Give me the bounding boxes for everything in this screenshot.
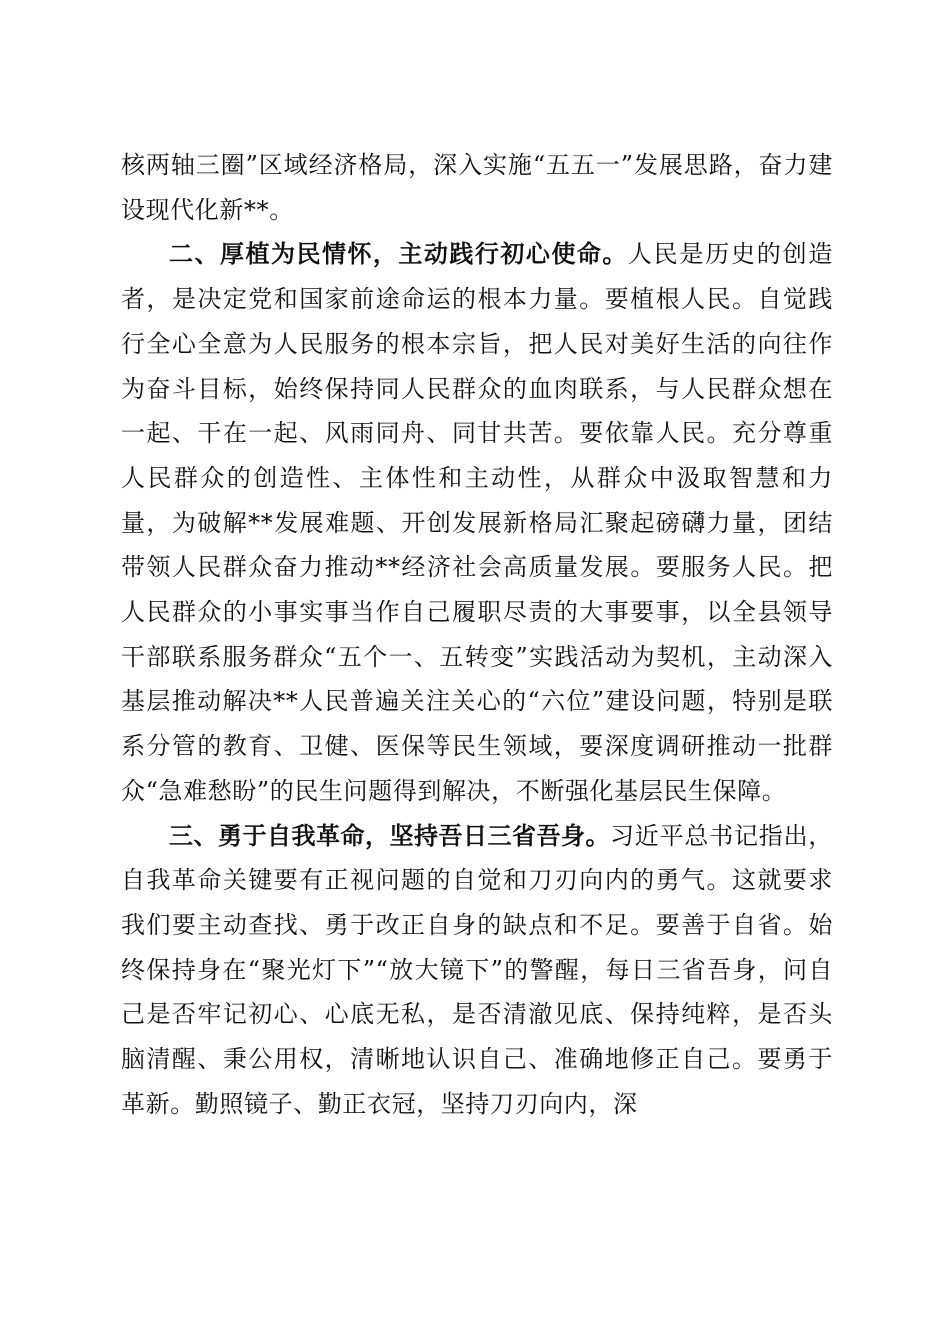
- paragraph-text: 核两轴三圈”区域经济格局，深入实施“五五一”发展思路，奋力建设现代化新**。: [121, 151, 833, 224]
- section-heading: 三、勇于自我革命，坚持吾日三省吾身。: [169, 821, 610, 850]
- document-body: [121, 143, 833, 1126]
- paragraph-text: 人民是历史的创造者，是决定党和国家前途命运的根本力量。要植根人民。自觉践行全心全意为人民服务的根本宗旨，把人民对美好生活的向往作为奋斗目标，始终保持同人民群众的血肉联系，与人民群众想在一起、干在一起、风雨同舟、同甘共苦。要依靠人民。充分尊重人民群众的创造性、主体性和主动性，从群众中汲取智慧和力量，为破解**发展难题、开创发展新格局汇聚起磅礴力量，团结带领人民群众奋力推动**经济社会高质量发展。要服务人民。把人民群众的小事实事当作自己履职尽责的大事要事，以全县领导干部联系服务群众“五个一、五转变”实践活动为契机，主动深入基层推动解决**人民普遍关注关心的“六位”建设问题，特别是联系分管的教育、卫健、医保等民生领域，要深度调研推动一批群众“急难愁盼”的民生问题得到解决，不断强化基层民生保障。: [121, 240, 833, 805]
- paragraph-section-3: [121, 814, 833, 1127]
- paragraph-text: 习近平总书记指出，自我革命关键要有正视问题的自觉和刀刃向内的勇气。这就要求我们要主动查找、勇于改正自身的缺点和不足。要善于自省。始终保持身在“聚光灯下”“放大镜下”的警醒，每日三省吾身，问自己是否牢记初心、心底无私，是否清澈见底、保持纯粹，是否头脑清醒、秉公用权，清晰地认识自己、准确地修正自己。要勇于革新。勤照镜子、勤正衣冠，坚持刀刃向内，深: [121, 821, 833, 1118]
- paragraph-section-2: [121, 232, 833, 813]
- paragraph-continuation: [121, 143, 833, 232]
- section-heading: 二、厚植为民情怀，主动践行初心使命。: [169, 240, 628, 269]
